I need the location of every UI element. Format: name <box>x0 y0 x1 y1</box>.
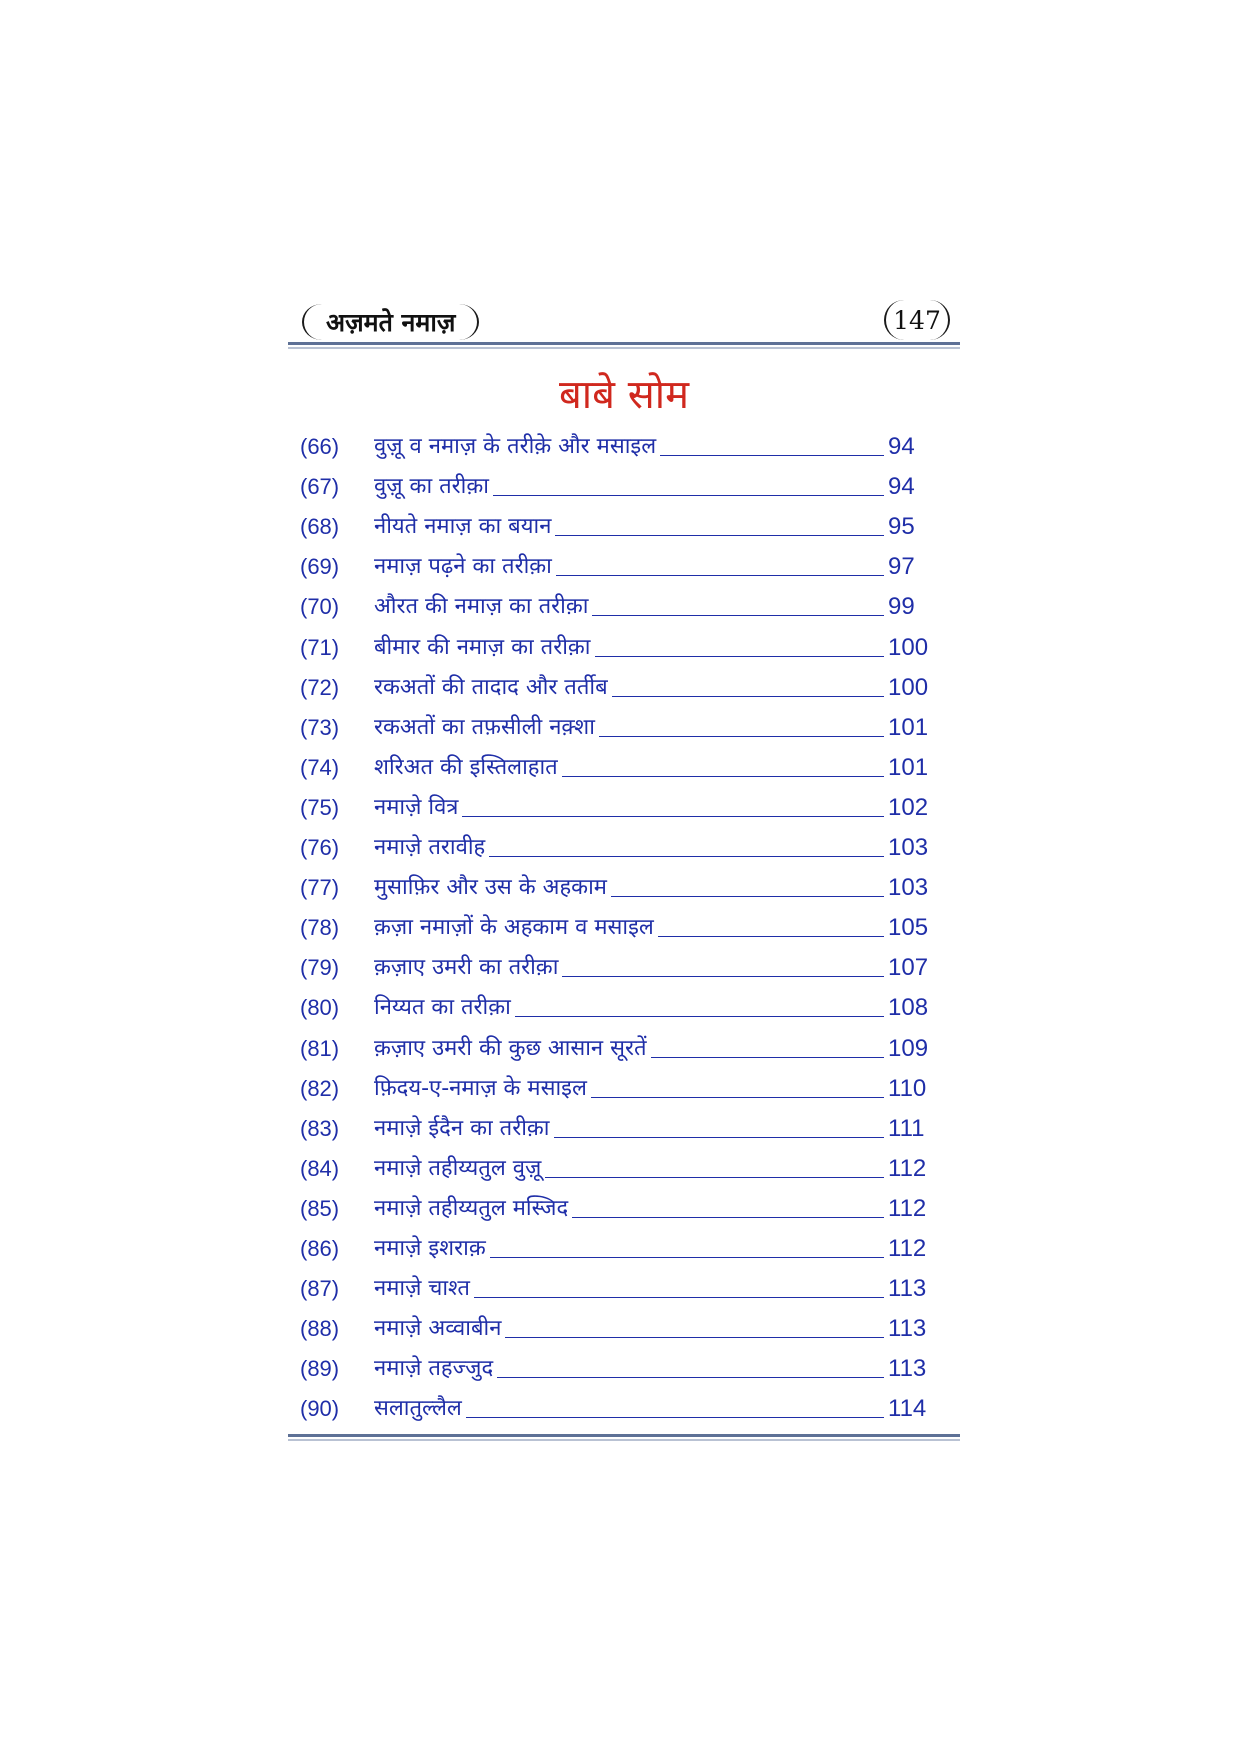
toc-leader-line <box>489 856 884 857</box>
toc-entry <box>300 749 940 789</box>
toc-entry-page: 100 <box>888 633 929 661</box>
toc-entry-number: (75) <box>300 794 340 820</box>
toc-entry <box>300 1029 940 1069</box>
toc-entry <box>300 829 940 869</box>
toc-entry <box>300 1310 940 1350</box>
toc-entry-number: (72) <box>300 674 340 700</box>
toc-entry-title: मुसाफ़िर और उस के अहकाम <box>374 875 607 901</box>
toc-entry-title: नमाज़े तरावीह <box>374 835 486 861</box>
toc-entry <box>300 1390 940 1430</box>
toc-entry-page: 94 <box>888 473 915 501</box>
toc-entry-title: बीमार की नमाज़ का तरीक़ा <box>374 634 591 660</box>
toc-entry <box>300 669 940 709</box>
toc-entry <box>300 1070 940 1110</box>
toc-entry-number: (66) <box>300 434 340 460</box>
toc-entry <box>300 1230 940 1270</box>
toc-entry-page: 100 <box>888 673 929 701</box>
toc-leader-line <box>592 615 884 616</box>
toc-entry-page: 94 <box>888 433 915 461</box>
toc-leader-line <box>660 455 884 456</box>
toc-entry-page: 101 <box>888 753 929 781</box>
toc-entry-page: 113 <box>888 1315 927 1343</box>
toc-entry-page: 97 <box>888 553 915 581</box>
toc-leader-line <box>562 976 884 977</box>
toc-entry-title: सलातुल्लैल <box>374 1396 462 1422</box>
toc-leader-line <box>466 1417 884 1418</box>
page-number: 147 <box>893 305 941 335</box>
toc-leader-line <box>651 1057 884 1058</box>
toc-entry-number: (68) <box>300 514 340 540</box>
book-title: अज़मते नमाज़ <box>326 308 456 337</box>
toc-leader-line <box>545 1177 884 1178</box>
toc-leader-line <box>591 1097 884 1098</box>
toc-entry-page: 111 <box>888 1114 925 1142</box>
toc-entry-number: (70) <box>300 594 340 620</box>
toc-entry-title: नमाज़े चाश्त <box>374 1276 470 1302</box>
toc-entry <box>300 949 940 989</box>
toc-entry-page: 113 <box>888 1355 927 1383</box>
toc-entry-title: नमाज़े ईदैन का तरीक़ा <box>374 1115 550 1141</box>
toc-entry-page: 108 <box>888 994 929 1022</box>
toc-leader-line <box>497 1377 884 1378</box>
toc-entry-title: औरत की नमाज़ का तरीक़ा <box>374 594 589 620</box>
toc-entry-number: (82) <box>300 1075 340 1101</box>
toc-leader-line <box>562 776 884 777</box>
toc-entry-number: (90) <box>300 1396 340 1422</box>
toc-entry-page: 112 <box>888 1234 927 1262</box>
toc-entry-page: 103 <box>888 834 929 862</box>
toc-entry-title: नमाज़े तहीय्यतुल मस्जिद <box>374 1195 569 1221</box>
toc-entry-number: (89) <box>300 1356 340 1382</box>
toc-leader-line <box>515 1016 884 1017</box>
toc-entry-title: क़ज़ाए उमरी की कुछ आसान सूरतें <box>374 1035 647 1061</box>
toc-entry-title: निय्यत का तरीक़ा <box>374 995 511 1021</box>
toc-entry <box>300 588 940 628</box>
toc-entry <box>300 869 940 909</box>
toc-entry-page: 99 <box>888 593 915 621</box>
section-title: बाबे सोम <box>558 372 690 418</box>
toc-entry-title: नमाज़े तहज्जुद <box>374 1356 494 1382</box>
toc-entry-number: (79) <box>300 955 340 981</box>
toc-entry-number: (85) <box>300 1195 340 1221</box>
toc-entry-title: फ़िदय-ए-नमाज़ के मसाइल <box>374 1075 587 1101</box>
toc-entry <box>300 1190 940 1230</box>
toc-leader-line <box>572 1217 884 1218</box>
toc-entry-title: रकअतों की तादाद और तर्तीब <box>374 674 608 700</box>
toc-leader-line <box>612 696 884 697</box>
toc-entry-title: नमाज़े अव्वाबीन <box>374 1316 502 1342</box>
toc-entry-page: 107 <box>888 954 929 982</box>
toc-entry <box>300 628 940 668</box>
toc-entry-page: 113 <box>888 1275 927 1303</box>
toc-entry-number: (86) <box>300 1235 340 1261</box>
toc-entry-page: 110 <box>888 1074 927 1102</box>
toc-leader-line <box>556 575 884 576</box>
table-of-contents <box>300 428 940 1430</box>
toc-entry-number: (83) <box>300 1115 340 1141</box>
toc-leader-line <box>474 1297 884 1298</box>
toc-entry-title: क़ज़ा नमाज़ों के अहकाम व मसाइल <box>374 915 654 941</box>
toc-entry-page: 114 <box>888 1395 927 1423</box>
toc-entry <box>300 789 940 829</box>
toc-leader-line <box>599 736 884 737</box>
book-title-frame <box>302 304 479 340</box>
toc-entry <box>300 1270 940 1310</box>
toc-entry-number: (81) <box>300 1035 340 1061</box>
toc-entry-title: वुज़ू व नमाज़ के तरीक़े और मसाइल <box>374 434 657 460</box>
toc-entry <box>300 468 940 508</box>
page-number-frame <box>884 300 950 340</box>
toc-entry-title: नमाज़े तहीय्यतुल वुज़ू <box>374 1155 542 1181</box>
toc-entry-number: (80) <box>300 995 340 1021</box>
toc-leader-line <box>611 896 884 897</box>
toc-entry-number: (69) <box>300 554 340 580</box>
toc-entry <box>300 428 940 468</box>
toc-leader-line <box>462 816 884 817</box>
toc-entry-title: नीयते नमाज़ का बयान <box>374 514 552 540</box>
toc-entry <box>300 508 940 548</box>
toc-entry-page: 95 <box>888 513 915 541</box>
toc-entry-title: नमाज़े इशराक़ <box>374 1235 486 1261</box>
toc-leader-line <box>658 936 884 937</box>
toc-leader-line <box>595 656 885 657</box>
toc-leader-line <box>505 1337 884 1338</box>
toc-entry-page: 101 <box>888 713 929 741</box>
running-header <box>288 298 960 346</box>
toc-leader-line <box>490 1257 884 1258</box>
toc-entry <box>300 1350 940 1390</box>
toc-entry <box>300 989 940 1029</box>
toc-entry <box>300 709 940 749</box>
toc-entry-title: नमाज़ पढ़ने का तरीक़ा <box>374 554 552 580</box>
footer-rule <box>288 1434 960 1441</box>
toc-entry-number: (67) <box>300 474 340 500</box>
toc-entry-page: 109 <box>888 1034 929 1062</box>
header-rule <box>288 342 960 349</box>
toc-entry <box>300 548 940 588</box>
toc-entry-number: (84) <box>300 1155 340 1181</box>
toc-entry-number: (71) <box>300 634 340 660</box>
toc-entry-number: (88) <box>300 1316 340 1342</box>
toc-entry-page: 112 <box>888 1194 927 1222</box>
toc-entry-title: रकअतों का तफ़सीली नक़्शा <box>374 714 595 740</box>
toc-entry-title: क़ज़ाए उमरी का तरीक़ा <box>374 955 559 981</box>
toc-entry <box>300 1150 940 1190</box>
toc-entry-number: (87) <box>300 1276 340 1302</box>
toc-entry-number: (77) <box>300 875 340 901</box>
toc-entry-number: (78) <box>300 915 340 941</box>
toc-leader-line <box>493 495 884 496</box>
toc-entry-title: वुज़ू का तरीक़ा <box>374 474 489 500</box>
toc-entry-number: (76) <box>300 835 340 861</box>
toc-leader-line <box>554 1137 885 1138</box>
toc-entry-page: 105 <box>888 914 929 942</box>
toc-entry-page: 102 <box>888 793 929 821</box>
toc-entry-number: (74) <box>300 754 340 780</box>
toc-entry-title: शरिअत की इस्तिलाहात <box>374 754 558 780</box>
toc-leader-line <box>555 535 884 536</box>
toc-entry <box>300 909 940 949</box>
toc-entry-page: 112 <box>888 1154 927 1182</box>
toc-entry <box>300 1110 940 1150</box>
toc-entry-title: नमाज़े वित्र <box>374 794 459 820</box>
toc-entry-page: 103 <box>888 874 929 902</box>
toc-entry-number: (73) <box>300 714 340 740</box>
